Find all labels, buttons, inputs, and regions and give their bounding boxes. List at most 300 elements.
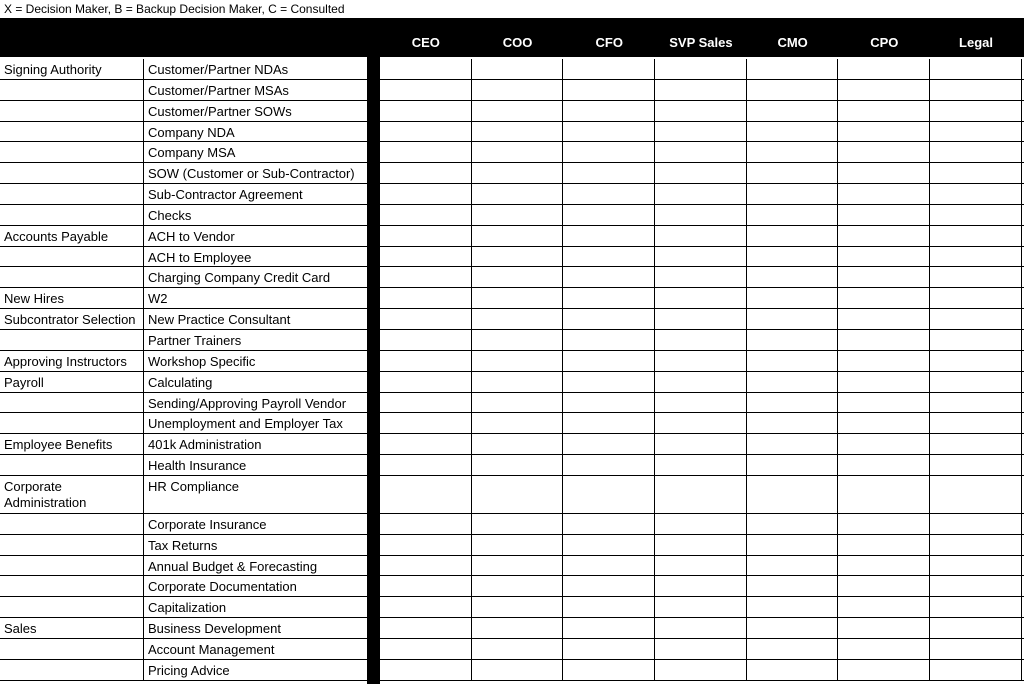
role-cell-legal[interactable] (930, 535, 1022, 555)
table-row (0, 267, 1024, 288)
table-row (0, 372, 1024, 393)
table-row (0, 101, 1024, 122)
role-cell-cpo[interactable] (839, 393, 931, 413)
item-cell: Tax Returns (148, 537, 218, 553)
role-cell-legal[interactable] (930, 247, 1022, 267)
table-row (0, 163, 1024, 184)
role-cell-coo[interactable] (472, 309, 564, 329)
category-cell: Sales (0, 618, 144, 638)
raci-table (0, 59, 1024, 681)
item-cell: Corporate Insurance (148, 516, 267, 532)
role-cell-legal[interactable] (930, 455, 1022, 475)
role-cell-ceo[interactable] (380, 413, 472, 433)
role-cell-ceo[interactable] (380, 101, 472, 121)
role-cell-coo[interactable] (472, 476, 564, 513)
table-row (0, 434, 1024, 455)
item-cell: Corporate Documentation (148, 579, 297, 595)
table-row (0, 576, 1024, 597)
role-cell-cpo[interactable] (839, 80, 931, 100)
role-cell-svp-sales[interactable] (655, 514, 747, 534)
category-cell (0, 267, 144, 287)
role-cell-cpo[interactable] (839, 413, 931, 433)
item-cell: ACH to Vendor (148, 228, 235, 244)
role-cell-cfo[interactable] (563, 142, 655, 162)
column-header-cmo: CMO (777, 35, 808, 50)
role-cell-cfo[interactable] (563, 59, 655, 79)
role-cell-svp-sales[interactable] (655, 330, 747, 350)
role-cell-cpo[interactable] (839, 101, 931, 121)
role-cell-coo[interactable] (472, 618, 564, 638)
role-cell-svp-sales[interactable] (655, 455, 747, 475)
table-row (0, 660, 1024, 681)
role-cell-cmo[interactable] (747, 247, 839, 267)
item-cell: Annual Budget & Forecasting (148, 558, 318, 574)
role-cell-cmo[interactable] (747, 535, 839, 555)
role-cell-cpo[interactable] (839, 122, 931, 142)
role-cell-ceo[interactable] (380, 639, 472, 659)
role-cell-svp-sales[interactable] (655, 660, 747, 680)
role-cell-coo[interactable] (472, 163, 564, 183)
role-cell-svp-sales[interactable] (655, 535, 747, 555)
role-cell-coo[interactable] (472, 101, 564, 121)
role-cell-legal[interactable] (930, 434, 1022, 454)
category-cell (0, 142, 144, 162)
role-cell-legal[interactable] (930, 80, 1022, 100)
role-cell-ceo[interactable] (380, 514, 472, 534)
role-cell-coo[interactable] (472, 330, 564, 350)
category-cell (0, 597, 144, 617)
role-cell-cfo[interactable] (563, 556, 655, 576)
role-cell-legal[interactable] (930, 163, 1022, 183)
role-cell-coo[interactable] (472, 455, 564, 475)
role-cell-coo[interactable] (472, 556, 564, 576)
role-cell-cfo[interactable] (563, 514, 655, 534)
role-cell-coo[interactable] (472, 660, 564, 680)
role-cell-cfo[interactable] (563, 597, 655, 617)
role-cell-ceo[interactable] (380, 247, 472, 267)
role-cell-coo[interactable] (472, 413, 564, 433)
role-cell-cpo[interactable] (839, 576, 931, 596)
role-cell-cmo[interactable] (747, 576, 839, 596)
table-row (0, 247, 1024, 268)
role-cell-cfo[interactable] (563, 309, 655, 329)
table-row (0, 226, 1024, 247)
table-row (0, 514, 1024, 535)
role-cell-legal[interactable] (930, 514, 1022, 534)
role-cell-cmo[interactable] (747, 205, 839, 225)
role-cell-ceo[interactable] (380, 309, 472, 329)
role-cell-legal[interactable] (930, 59, 1022, 79)
item-cell: Company NDA (148, 124, 235, 140)
item-cell: Customer/Partner SOWs (148, 103, 292, 119)
role-cell-cmo[interactable] (747, 639, 839, 659)
item-cell: Account Management (148, 641, 275, 657)
table-row (0, 393, 1024, 414)
role-cell-cfo[interactable] (563, 267, 655, 287)
role-cell-coo[interactable] (472, 205, 564, 225)
role-cell-cfo[interactable] (563, 393, 655, 413)
role-cell-cfo[interactable] (563, 163, 655, 183)
column-header-cfo: CFO (595, 35, 623, 50)
category-cell: Payroll (0, 372, 144, 392)
role-cell-cmo[interactable] (747, 413, 839, 433)
role-cell-svp-sales[interactable] (655, 247, 747, 267)
role-cell-legal[interactable] (930, 101, 1022, 121)
role-cell-cfo[interactable] (563, 351, 655, 371)
role-cell-cmo[interactable] (747, 455, 839, 475)
role-cell-cmo[interactable] (747, 618, 839, 638)
role-cell-coo[interactable] (472, 226, 564, 246)
role-cell-cpo[interactable] (839, 247, 931, 267)
role-cell-coo[interactable] (472, 122, 564, 142)
role-cell-legal[interactable] (930, 142, 1022, 162)
column-header-cpo: CPO (870, 35, 899, 50)
role-cell-legal[interactable] (930, 330, 1022, 350)
role-cell-legal[interactable] (930, 372, 1022, 392)
table-row (0, 535, 1024, 556)
role-cell-cmo[interactable] (747, 434, 839, 454)
role-cell-cpo[interactable] (839, 455, 931, 475)
category-cell (0, 660, 144, 680)
role-cell-cmo[interactable] (747, 393, 839, 413)
role-cell-cfo[interactable] (563, 639, 655, 659)
role-cell-legal[interactable] (930, 288, 1022, 308)
role-cell-cfo[interactable] (563, 434, 655, 454)
column-header-ceo: CEO (411, 35, 440, 50)
role-cell-legal[interactable] (930, 205, 1022, 225)
category-cell (0, 101, 144, 121)
role-cell-coo[interactable] (472, 639, 564, 659)
category-cell (0, 122, 144, 142)
item-cell: Customer/Partner MSAs (148, 82, 289, 98)
role-cell-svp-sales[interactable] (655, 163, 747, 183)
role-cell-cmo[interactable] (747, 226, 839, 246)
role-cell-ceo[interactable] (380, 330, 472, 350)
role-cell-cfo[interactable] (563, 247, 655, 267)
role-cell-coo[interactable] (472, 184, 564, 204)
role-cell-cmo[interactable] (747, 80, 839, 100)
role-cell-cpo[interactable] (839, 163, 931, 183)
role-cell-cpo[interactable] (839, 59, 931, 79)
category-cell (0, 163, 144, 183)
role-cell-svp-sales[interactable] (655, 556, 747, 576)
role-cell-cpo[interactable] (839, 660, 931, 680)
table-row (0, 597, 1024, 618)
role-cell-legal[interactable] (930, 597, 1022, 617)
role-cell-coo[interactable] (472, 514, 564, 534)
role-cell-cmo[interactable] (747, 309, 839, 329)
legend-text: X = Decision Maker, B = Backup Decision Maker, C = Consulted (4, 2, 345, 16)
item-cell: Sub-Contractor Agreement (148, 187, 303, 203)
category-cell (0, 184, 144, 204)
role-cell-svp-sales[interactable] (655, 639, 747, 659)
role-cell-cmo[interactable] (747, 59, 839, 79)
role-cell-cpo[interactable] (839, 267, 931, 287)
item-cell: ACH to Employee (148, 249, 252, 265)
role-cell-svp-sales[interactable] (655, 226, 747, 246)
item-cell: Unemployment and Employer Tax (148, 416, 343, 432)
role-cell-ceo[interactable] (380, 163, 472, 183)
item-cell: Partner Trainers (148, 332, 242, 348)
role-cell-legal[interactable] (930, 226, 1022, 246)
item-cell: Pricing Advice (148, 662, 230, 678)
role-cell-ceo[interactable] (380, 59, 472, 79)
role-cell-cmo[interactable] (747, 556, 839, 576)
role-cell-cmo[interactable] (747, 372, 839, 392)
table-row (0, 476, 1024, 514)
role-cell-svp-sales[interactable] (655, 413, 747, 433)
item-cell: Sending/Approving Payroll Vendor (148, 395, 347, 411)
role-cell-legal[interactable] (930, 413, 1022, 433)
role-cell-legal[interactable] (930, 122, 1022, 142)
table-row (0, 351, 1024, 372)
role-cell-ceo[interactable] (380, 455, 472, 475)
item-cell: Company MSA (148, 145, 236, 161)
role-cell-legal[interactable] (930, 309, 1022, 329)
table-row (0, 330, 1024, 351)
role-cell-svp-sales[interactable] (655, 597, 747, 617)
role-cell-cpo[interactable] (839, 597, 931, 617)
role-cell-cmo[interactable] (747, 597, 839, 617)
role-cell-coo[interactable] (472, 80, 564, 100)
category-cell (0, 80, 144, 100)
role-cell-coo[interactable] (472, 288, 564, 308)
item-cell: Charging Company Credit Card (148, 270, 331, 286)
role-cell-ceo[interactable] (380, 393, 472, 413)
table-header (0, 18, 1024, 57)
item-cell: Calculating (148, 374, 213, 390)
role-cell-svp-sales[interactable] (655, 142, 747, 162)
role-cell-legal[interactable] (930, 267, 1022, 287)
role-cell-legal[interactable] (930, 576, 1022, 596)
item-cell: Workshop Specific (148, 353, 256, 369)
category-cell (0, 247, 144, 267)
category-cell (0, 393, 144, 413)
column-divider (367, 57, 380, 684)
role-cell-cfo[interactable] (563, 618, 655, 638)
table-row (0, 122, 1024, 143)
role-cell-cfo[interactable] (563, 455, 655, 475)
table-row (0, 413, 1024, 434)
category-cell (0, 576, 144, 596)
role-cell-ceo[interactable] (380, 142, 472, 162)
role-cell-legal[interactable] (930, 476, 1022, 513)
role-cell-legal[interactable] (930, 639, 1022, 659)
item-cell: Checks (148, 207, 192, 223)
role-cell-legal[interactable] (930, 351, 1022, 371)
role-cell-svp-sales[interactable] (655, 476, 747, 513)
role-cell-legal[interactable] (930, 660, 1022, 680)
role-cell-svp-sales[interactable] (655, 309, 747, 329)
role-cell-cmo[interactable] (747, 122, 839, 142)
role-cell-cfo[interactable] (563, 184, 655, 204)
role-cell-cfo[interactable] (563, 476, 655, 513)
role-cell-cfo[interactable] (563, 122, 655, 142)
role-cell-cmo[interactable] (747, 101, 839, 121)
role-cell-svp-sales[interactable] (655, 618, 747, 638)
role-cell-cfo[interactable] (563, 101, 655, 121)
role-cell-cfo[interactable] (563, 413, 655, 433)
role-cell-ceo[interactable] (380, 476, 472, 513)
table-row (0, 142, 1024, 163)
role-cell-cmo[interactable] (747, 184, 839, 204)
role-cell-ceo[interactable] (380, 351, 472, 371)
role-cell-legal[interactable] (930, 184, 1022, 204)
role-cell-ceo[interactable] (380, 122, 472, 142)
table-row (0, 618, 1024, 639)
role-cell-cmo[interactable] (747, 514, 839, 534)
table-row (0, 556, 1024, 577)
role-cell-coo[interactable] (472, 59, 564, 79)
category-cell: Employee Benefits (0, 434, 144, 454)
role-cell-cpo[interactable] (839, 476, 931, 513)
role-cell-ceo[interactable] (380, 80, 472, 100)
table-row (0, 184, 1024, 205)
role-cell-cfo[interactable] (563, 288, 655, 308)
role-cell-svp-sales[interactable] (655, 372, 747, 392)
role-cell-cpo[interactable] (839, 372, 931, 392)
role-cell-cpo[interactable] (839, 288, 931, 308)
role-cell-cpo[interactable] (839, 309, 931, 329)
role-cell-ceo[interactable] (380, 226, 472, 246)
category-cell (0, 455, 144, 475)
role-cell-ceo[interactable] (380, 288, 472, 308)
category-cell: Accounts Payable (0, 226, 144, 246)
item-cell: Business Development (148, 621, 281, 637)
category-cell: New Hires (0, 288, 144, 308)
role-cell-coo[interactable] (472, 372, 564, 392)
table-row (0, 80, 1024, 101)
role-cell-legal[interactable] (930, 556, 1022, 576)
role-cell-ceo[interactable] (380, 267, 472, 287)
role-cell-cpo[interactable] (839, 142, 931, 162)
category-cell (0, 330, 144, 350)
role-cell-cpo[interactable] (839, 535, 931, 555)
role-cell-ceo[interactable] (380, 434, 472, 454)
category-cell (0, 535, 144, 555)
role-cell-coo[interactable] (472, 393, 564, 413)
role-cell-svp-sales[interactable] (655, 101, 747, 121)
role-cell-svp-sales[interactable] (655, 434, 747, 454)
category-cell (0, 205, 144, 225)
role-cell-cfo[interactable] (563, 576, 655, 596)
item-cell: Health Insurance (148, 458, 247, 474)
item-cell: Customer/Partner NDAs (148, 62, 289, 77)
role-cell-cmo[interactable] (747, 163, 839, 183)
role-cell-svp-sales[interactable] (655, 267, 747, 287)
table-row (0, 288, 1024, 309)
item-cell: New Practice Consultant (148, 312, 291, 328)
role-cell-svp-sales[interactable] (655, 205, 747, 225)
category-cell (0, 639, 144, 659)
role-cell-cfo[interactable] (563, 80, 655, 100)
item-cell: HR Compliance (148, 478, 240, 494)
column-header-svp-sales: SVP Sales (669, 35, 733, 50)
role-cell-cmo[interactable] (747, 288, 839, 308)
role-cell-ceo[interactable] (380, 184, 472, 204)
item-cell: Capitalization (148, 600, 227, 616)
table-row (0, 205, 1024, 226)
role-cell-svp-sales[interactable] (655, 576, 747, 596)
role-cell-cpo[interactable] (839, 226, 931, 246)
column-header-coo: COO (502, 35, 533, 50)
role-cell-cpo[interactable] (839, 351, 931, 371)
role-cell-svp-sales[interactable] (655, 184, 747, 204)
role-cell-cfo[interactable] (563, 372, 655, 392)
role-cell-coo[interactable] (472, 597, 564, 617)
category-cell: Signing Authority (0, 59, 144, 79)
table-row (0, 639, 1024, 660)
role-cell-cmo[interactable] (747, 351, 839, 371)
role-cell-cmo[interactable] (747, 660, 839, 680)
role-cell-coo[interactable] (472, 351, 564, 371)
table-row (0, 59, 1024, 80)
role-cell-coo[interactable] (472, 434, 564, 454)
role-cell-ceo[interactable] (380, 660, 472, 680)
role-cell-legal[interactable] (930, 393, 1022, 413)
role-cell-cmo[interactable] (747, 330, 839, 350)
role-cell-coo[interactable] (472, 247, 564, 267)
role-cell-coo[interactable] (472, 267, 564, 287)
role-cell-ceo[interactable] (380, 618, 472, 638)
role-cell-cfo[interactable] (563, 660, 655, 680)
role-cell-cmo[interactable] (747, 142, 839, 162)
role-cell-ceo[interactable] (380, 205, 472, 225)
role-cell-coo[interactable] (472, 576, 564, 596)
category-cell (0, 413, 144, 433)
role-cell-cfo[interactable] (563, 205, 655, 225)
role-cell-legal[interactable] (930, 618, 1022, 638)
role-cell-svp-sales[interactable] (655, 288, 747, 308)
category-cell: Approving Instructors (0, 351, 144, 371)
role-cell-cfo[interactable] (563, 330, 655, 350)
item-cell: SOW (Customer or Sub-Contractor) (148, 166, 355, 182)
role-cell-cpo[interactable] (839, 434, 931, 454)
role-cell-cmo[interactable] (747, 267, 839, 287)
role-cell-svp-sales[interactable] (655, 122, 747, 142)
category-cell (0, 556, 144, 576)
role-cell-svp-sales[interactable] (655, 393, 747, 413)
table-row (0, 455, 1024, 476)
role-cell-coo[interactable] (472, 535, 564, 555)
role-cell-ceo[interactable] (380, 535, 472, 555)
role-cell-cpo[interactable] (839, 618, 931, 638)
role-cell-cmo[interactable] (747, 476, 839, 513)
role-cell-svp-sales[interactable] (655, 351, 747, 371)
role-cell-cpo[interactable] (839, 514, 931, 534)
role-cell-ceo[interactable] (380, 556, 472, 576)
role-cell-ceo[interactable] (380, 597, 472, 617)
role-cell-cfo[interactable] (563, 226, 655, 246)
role-cell-svp-sales[interactable] (655, 59, 747, 79)
role-cell-svp-sales[interactable] (655, 80, 747, 100)
role-cell-cpo[interactable] (839, 205, 931, 225)
column-header-legal: Legal (959, 35, 994, 50)
item-cell: 401k Administration (148, 437, 262, 453)
item-cell: W2 (148, 291, 168, 307)
category-cell: Subcontrator Selection (0, 309, 144, 329)
role-cell-cpo[interactable] (839, 556, 931, 576)
role-cell-cpo[interactable] (839, 639, 931, 659)
category-cell: Corporate Administration (0, 476, 144, 513)
role-cell-ceo[interactable] (380, 576, 472, 596)
role-cell-cfo[interactable] (563, 535, 655, 555)
role-cell-cpo[interactable] (839, 330, 931, 350)
role-cell-cpo[interactable] (839, 184, 931, 204)
category-cell (0, 514, 144, 534)
role-cell-ceo[interactable] (380, 372, 472, 392)
role-cell-coo[interactable] (472, 142, 564, 162)
